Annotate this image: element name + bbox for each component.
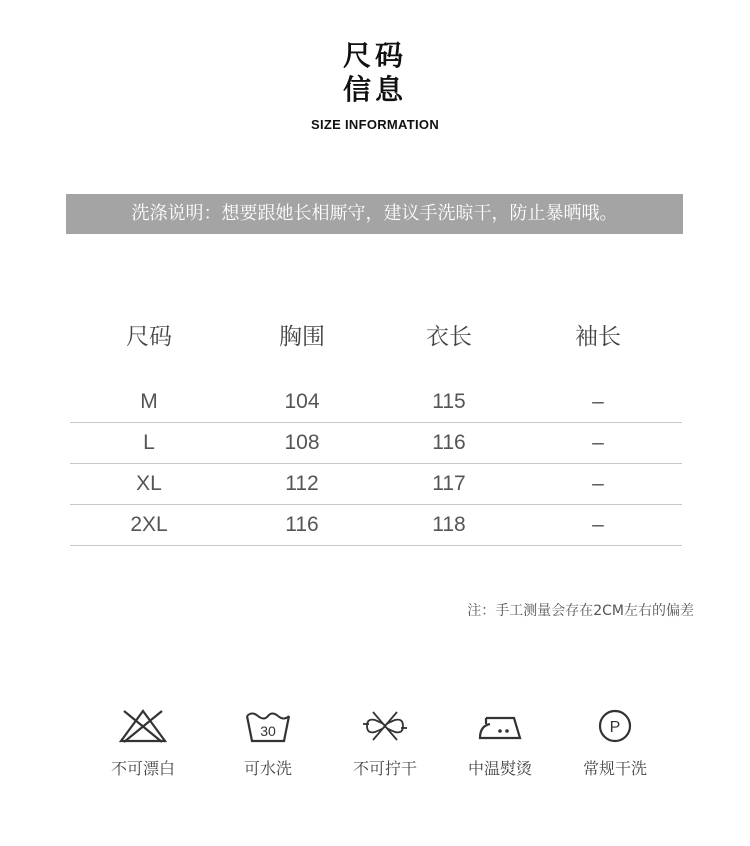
wash-temperature: 30: [260, 723, 276, 739]
sleeve-cell: –: [592, 472, 604, 495]
column-header-chest: 胸围: [279, 324, 325, 350]
chest-cell: 112: [285, 472, 319, 495]
sleeve-cell: –: [592, 513, 604, 536]
care-item-iron-medium: [445, 708, 555, 779]
size-cell: 2XL: [130, 513, 168, 536]
iron-medium-icon: [476, 708, 524, 744]
care-label: 不可拧干: [352, 759, 417, 778]
length-cell: 115: [432, 390, 466, 413]
page-subtitle: SIZE INFORMATION: [310, 117, 440, 132]
size-cell: M: [140, 390, 158, 413]
care-label: 中温熨烫: [467, 759, 532, 778]
dry-clean-p-icon: [591, 708, 639, 744]
size-cell: XL: [136, 472, 162, 495]
care-item-no-bleach: [88, 708, 198, 779]
dry-clean-symbol: P: [609, 719, 621, 736]
no-bleach-icon: [118, 708, 168, 744]
column-header-sleeve: 袖长: [575, 324, 621, 350]
length-cell: 117: [432, 472, 466, 495]
table-row: [70, 382, 682, 423]
care-label: 常规干洗: [582, 759, 647, 778]
table-row: [70, 505, 682, 546]
chest-cell: 108: [284, 431, 320, 454]
chest-cell: 104: [284, 390, 320, 413]
length-cell: 116: [432, 431, 466, 454]
page-title-line-1: 尺码: [342, 39, 407, 72]
sleeve-cell: –: [592, 390, 604, 413]
column-header-size: 尺码: [126, 324, 172, 350]
no-wring-icon: [361, 708, 409, 744]
sleeve-cell: –: [592, 431, 604, 454]
care-label: 可水洗: [243, 759, 292, 778]
table-row: [70, 464, 682, 505]
wash-30-icon: [244, 708, 292, 744]
care-item-dry-clean: [560, 708, 670, 779]
length-cell: 118: [432, 513, 466, 536]
chest-cell: 116: [285, 513, 319, 536]
page-title-line-2: 信息: [342, 73, 407, 106]
measurement-note: 注：手工测量会存在2CM左右的偏差: [467, 603, 694, 619]
table-row: [70, 423, 682, 464]
size-table: [70, 312, 682, 546]
size-table-header: [70, 312, 682, 382]
size-cell: L: [143, 431, 155, 454]
wash-instructions-banner: 洗涤说明：想要跟她长相厮守，建议手洗晾干，防止暴晒哦。: [66, 194, 683, 234]
care-label: 不可漂白: [110, 759, 175, 778]
care-item-no-wring: [330, 708, 440, 779]
care-item-machine-wash: [213, 708, 323, 779]
column-header-length: 衣长: [426, 324, 472, 350]
